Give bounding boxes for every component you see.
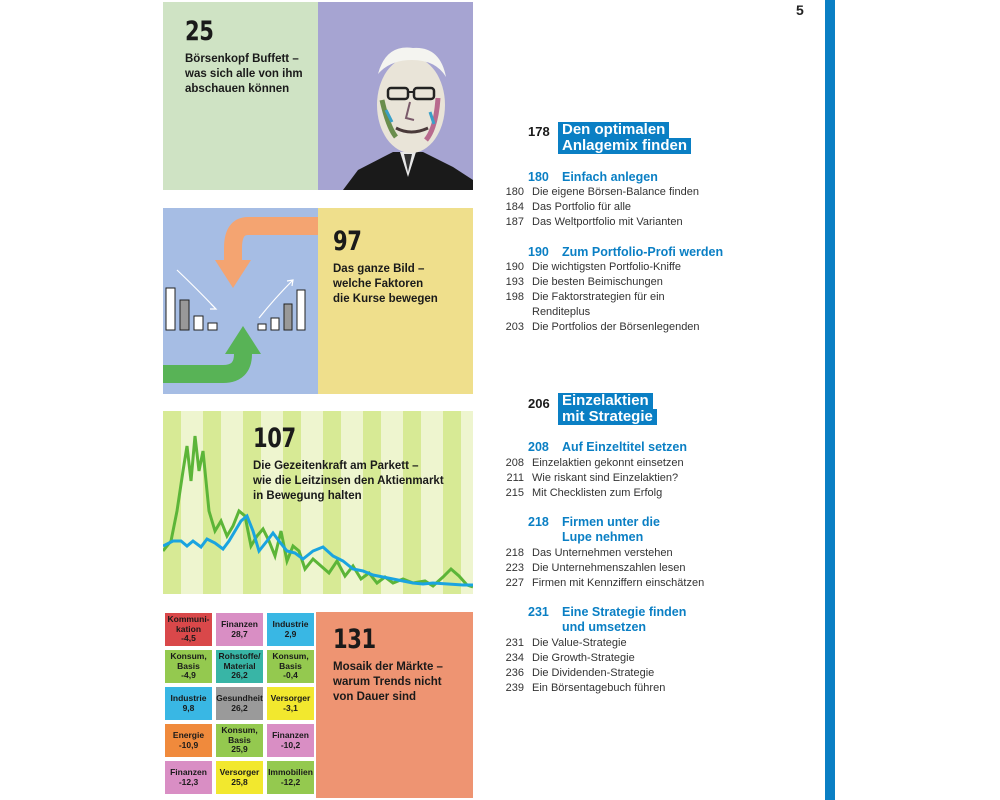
mosaic-cell (216, 613, 263, 646)
market-mosaic-grid (163, 612, 316, 798)
toc-entry[interactable]: 190 Die wichtigsten Portfolio-Kniffe (505, 261, 681, 273)
toc-entry[interactable]: 215 Mit Checklisten zum Erfolg (505, 487, 663, 499)
toc-entry[interactable]: 231 Die Value-Strategie (505, 637, 627, 649)
toc-entry[interactable]: 239 Ein Börsentagebuch führen (505, 682, 666, 694)
mosaic-cell-label: Versorger (219, 767, 260, 777)
mosaic-cell-label: Energie (172, 730, 205, 740)
tile-page-number: 107 (253, 423, 296, 454)
mosaic-cell (216, 761, 263, 794)
toc-entry[interactable]: 218 Das Unternehmen verstehen (505, 547, 673, 559)
page-number: 5 (796, 2, 804, 18)
mosaic-cell (267, 687, 314, 720)
mosaic-cell-value: -12,3 (178, 776, 199, 787)
tile-page-number: 97 (333, 226, 362, 257)
mosaic-cell-value: -10,9 (178, 739, 199, 750)
mosaic-cell (267, 650, 314, 683)
mosaic-cell (165, 761, 212, 794)
mosaic-cell-label: Konsum, Basis (170, 651, 207, 671)
mosaic-cell-value: 25,9 (231, 744, 248, 755)
tile-page-number: 131 (333, 624, 376, 655)
tile-factors[interactable] (163, 208, 473, 394)
mosaic-cell-label: Immobilien (268, 767, 313, 777)
subsection-heading[interactable]: 190 Zum Portfolio-Profi werden (528, 245, 724, 259)
subsection-heading[interactable]: 180 Einfach anlegen (528, 170, 658, 184)
toc-entry[interactable]: 227 Firmen mit Kennziffern einschätzen (505, 577, 705, 589)
tile-caption: Das ganze Bild – welche Faktoren die Kurse bewegen (333, 263, 438, 305)
subsection-heading[interactable]: 208 Auf Einzeltitel setzen (528, 440, 688, 454)
toc-entry[interactable]: 198 Die Faktorstrategien für ein Renditeplus (505, 291, 665, 318)
mosaic-cell-label: Versorger (270, 693, 311, 703)
mosaic-cell-value: -3,1 (283, 702, 298, 713)
mosaic-cell (216, 650, 263, 683)
mosaic-cell (216, 724, 263, 757)
mosaic-cell-value: 25,8 (231, 776, 248, 787)
toc-entry[interactable]: 180 Die eigene Börsen-Balance finden (505, 186, 699, 198)
buffett-portrait-image (318, 2, 473, 190)
mosaic-cell (165, 687, 212, 720)
toc-entry[interactable]: 236 Die Dividenden-Strategie (505, 667, 655, 679)
mosaic-cell (165, 613, 212, 646)
tile-caption: Die Gezeitenkraft am Parkett – wie die Leitzinsen den Aktienmarkt in Bewegung halten (253, 460, 444, 502)
tile-buffett[interactable] (163, 2, 473, 190)
toc-entry[interactable]: 223 Die Unternehmenszahlen lesen (505, 562, 686, 574)
toc-entry[interactable]: 184 Das Portfolio für alle (505, 201, 632, 213)
mosaic-cell-value: 2,9 (284, 628, 297, 639)
toc-entry[interactable]: 203 Die Portfolios der Börsenlegenden (505, 321, 700, 333)
factors-illustration (163, 208, 318, 394)
mosaic-cell-label: Rohstoffe/ Material (218, 651, 261, 671)
mosaic-cell-value: 28,7 (231, 628, 248, 639)
mosaic-cell (216, 687, 263, 720)
toc-entry[interactable]: 208 Einzelaktien gekonnt einsetzen (505, 457, 684, 469)
mosaic-cell-label: Konsum, Basis (272, 651, 309, 671)
mosaic-cell-value: 26,2 (231, 670, 248, 681)
mosaic-cell-label: Finanzen (221, 619, 258, 629)
mosaic-cell-label: Finanzen (272, 730, 309, 740)
toc-entry[interactable]: 234 Die Growth-Strategie (505, 652, 635, 664)
mosaic-cell-value: 9,8 (182, 702, 195, 713)
mosaic-cell (165, 650, 212, 683)
mosaic-cell-value: 26,2 (231, 702, 248, 713)
mosaic-cell-label: Konsum, Basis (221, 725, 258, 745)
mosaic-cell-label: Industrie (272, 619, 309, 629)
toc-entry[interactable]: 211 Wie riskant sind Einzelaktien? (506, 472, 679, 484)
mosaic-cell-label: Gesundheit (216, 693, 263, 703)
section-page-number[interactable]: 178 (528, 124, 550, 139)
section-title[interactable]: Den optimalen Anlagemix finden (558, 122, 691, 154)
mosaic-cell (267, 613, 314, 646)
subsection-heading[interactable]: 231 Eine Strategie finden und umsetzen (528, 605, 687, 634)
mosaic-cell-label: Finanzen (170, 767, 207, 777)
tile-mosaic[interactable] (163, 612, 473, 798)
tile-interest-rates[interactable] (163, 411, 473, 594)
mosaic-cell (267, 761, 314, 794)
tile-page-number: 25 (185, 16, 214, 47)
mosaic-cell-value: -4,9 (181, 670, 196, 681)
section-title[interactable]: Einzelaktien mit Strategie (558, 393, 657, 425)
mosaic-cell-value: -4,5 (181, 633, 196, 644)
blue-side-bar (825, 0, 835, 800)
tile-caption: Mosaik der Märkte – warum Trends nicht von Dauer sind (333, 661, 443, 703)
mosaic-cell-label: Kommuni- kation (167, 614, 210, 634)
mosaic-cell-value: -0,4 (283, 670, 298, 681)
mosaic-cell-value: -10,2 (280, 739, 301, 750)
toc-entry[interactable]: 193 Die besten Beimischungen (505, 276, 663, 288)
mosaic-cell-value: -12,2 (280, 776, 301, 787)
tile-caption: Börsenkopf Buffett – was sich alle von ihm abschauen können (185, 53, 303, 95)
mosaic-cell (267, 724, 314, 757)
mosaic-cell (165, 724, 212, 757)
subsection-heading[interactable]: 218 Firmen unter die Lupe nehmen (528, 515, 660, 544)
mosaic-cell-label: Industrie (170, 693, 207, 703)
toc-entry[interactable]: 187 Das Weltportfolio mit Varianten (505, 216, 683, 228)
section-page-number[interactable]: 206 (528, 396, 550, 411)
